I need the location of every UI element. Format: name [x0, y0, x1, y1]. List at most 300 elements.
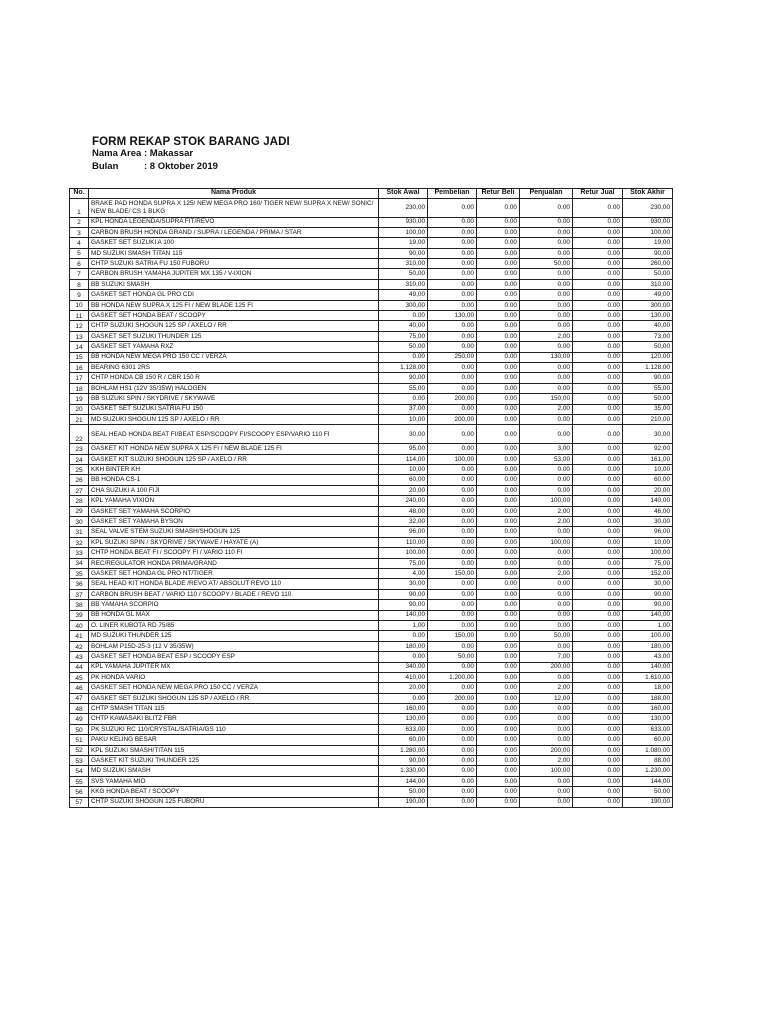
cell-pembelian: 0.00 — [428, 662, 477, 672]
cell-stok-awal: 50,00 — [379, 787, 428, 797]
table-row — [70, 704, 673, 714]
cell-pembelian: 0.00 — [428, 610, 477, 620]
table-row — [70, 475, 673, 485]
cell-stok-awal: 300,00 — [379, 300, 428, 310]
cell-no: 12 — [70, 321, 89, 331]
cell-retur-jual: 0.00 — [573, 248, 623, 258]
cell-nama-produk: BEARING 6301 2RS — [89, 362, 379, 372]
cell-retur-jual: 0.00 — [573, 683, 623, 693]
cell-stok-awal: 1.280,00 — [379, 745, 428, 755]
cell-no: 19 — [70, 394, 89, 404]
cell-no: 5 — [70, 248, 89, 258]
cell-pembelian: 100,00 — [428, 454, 477, 464]
cell-retur-jual: 0.00 — [573, 217, 623, 227]
cell-nama-produk: CHTP SMASH TITAN 115 — [89, 704, 379, 714]
cell-stok-akhir: 210,00 — [623, 414, 673, 424]
cell-nama-produk: PK HONDA VARIO — [89, 672, 379, 682]
cell-pembelian: 130,00 — [428, 311, 477, 321]
table-row — [70, 672, 673, 682]
cell-penjualan: 0.00 — [520, 311, 573, 321]
cell-penjualan: 7,00 — [520, 652, 573, 662]
cell-retur-jual: 0.00 — [573, 425, 623, 444]
cell-pembelian: 0.00 — [428, 342, 477, 352]
cell-nama-produk: GASKET SET SUZUKI THUNDER 125 — [89, 331, 379, 341]
cell-retur-beli: 0.00 — [477, 279, 520, 289]
table-row — [70, 496, 673, 506]
cell-nama-produk: BOHLAM HS1 (12V 35/35W) HALOGEN — [89, 383, 379, 393]
cell-no: 11 — [70, 311, 89, 321]
cell-nama-produk: KKG HONDA BEAT / SCOOPY — [89, 787, 379, 797]
table-row — [70, 641, 673, 651]
cell-retur-beli: 0.00 — [477, 652, 520, 662]
cell-penjualan: 0.00 — [520, 475, 573, 485]
cell-penjualan: 0.00 — [520, 735, 573, 745]
cell-no: 26 — [70, 475, 89, 485]
cell-retur-jual: 0.00 — [573, 506, 623, 516]
cell-stok-awal: 10,00 — [379, 414, 428, 424]
cell-penjualan: 2,00 — [520, 331, 573, 341]
cell-nama-produk: MD SUZUKI SMASH TITAN 115 — [89, 248, 379, 258]
cell-penjualan: 0.00 — [520, 362, 573, 372]
cell-retur-jual: 0.00 — [573, 362, 623, 372]
table-row — [70, 444, 673, 454]
cell-penjualan: 0.00 — [520, 548, 573, 558]
cell-penjualan: 0.00 — [520, 227, 573, 237]
cell-penjualan: 0.00 — [520, 238, 573, 248]
table-row — [70, 198, 673, 217]
cell-stok-awal: 930,00 — [379, 217, 428, 227]
table-row — [70, 579, 673, 589]
cell-no: 8 — [70, 279, 89, 289]
cell-nama-produk: PAKU KELING BESAR — [89, 735, 379, 745]
col-header-penjualan: Penjualan — [520, 189, 573, 199]
cell-retur-jual: 0.00 — [573, 465, 623, 475]
cell-stok-akhir: 55,00 — [623, 383, 673, 393]
table-row — [70, 404, 673, 414]
cell-retur-jual: 0.00 — [573, 373, 623, 383]
table-row — [70, 797, 673, 807]
cell-stok-akhir: 90,00 — [623, 589, 673, 599]
cell-retur-beli: 0.00 — [477, 527, 520, 537]
cell-pembelian: 0.00 — [428, 704, 477, 714]
cell-penjualan: 2,00 — [520, 756, 573, 766]
table-row — [70, 269, 673, 279]
cell-pembelian: 0.00 — [428, 517, 477, 527]
cell-retur-beli: 0.00 — [477, 610, 520, 620]
cell-penjualan: 0.00 — [520, 290, 573, 300]
cell-stok-awal: 75,00 — [379, 558, 428, 568]
cell-stok-awal: 0.00 — [379, 352, 428, 362]
cell-penjualan: 0.00 — [520, 425, 573, 444]
cell-nama-produk: MD SUZUKI THUNDER 125 — [89, 631, 379, 641]
cell-penjualan: 0.00 — [520, 600, 573, 610]
cell-stok-akhir: 120,00 — [623, 352, 673, 362]
cell-retur-jual: 0.00 — [573, 735, 623, 745]
cell-nama-produk: CHTP SUZUKI SHOGUN 125 SP / AXELO / RR — [89, 321, 379, 331]
cell-penjualan: 0.00 — [520, 383, 573, 393]
cell-retur-jual: 0.00 — [573, 714, 623, 724]
cell-stok-akhir: 130,00 — [623, 311, 673, 321]
cell-nama-produk: GASKET SET SUZUKI SHOGUN 125 SP / AXELO / RR — [89, 693, 379, 703]
cell-no: 56 — [70, 787, 89, 797]
cell-penjualan: 0.00 — [520, 714, 573, 724]
cell-nama-produk: BB HONDA NEW MEGA PRO 150 CC / VERZA — [89, 352, 379, 362]
cell-retur-jual: 0.00 — [573, 527, 623, 537]
cell-nama-produk: CHTP HONDA CB 150 R / CBR 150 R — [89, 373, 379, 383]
cell-retur-jual: 0.00 — [573, 300, 623, 310]
cell-nama-produk: GASKET SET HONDA GL PRO CDI — [89, 290, 379, 300]
table-row — [70, 217, 673, 227]
cell-penjualan: 100,00 — [520, 537, 573, 547]
area-value: : Makassar — [144, 148, 194, 159]
cell-retur-jual: 0.00 — [573, 331, 623, 341]
cell-penjualan: 0.00 — [520, 610, 573, 620]
cell-stok-akhir: 30,00 — [623, 579, 673, 589]
cell-retur-jual: 0.00 — [573, 352, 623, 362]
table-row — [70, 620, 673, 630]
cell-pembelian: 0.00 — [428, 373, 477, 383]
month-label: Bulan — [92, 160, 119, 172]
cell-stok-akhir: 140,00 — [623, 496, 673, 506]
cell-retur-jual: 0.00 — [573, 631, 623, 641]
cell-pembelian: 0.00 — [428, 620, 477, 630]
cell-penjualan: 0.00 — [520, 373, 573, 383]
cell-stok-awal: 0.00 — [379, 311, 428, 321]
cell-stok-awal: 0.00 — [379, 394, 428, 404]
cell-no: 1 — [70, 198, 89, 217]
cell-stok-awal: 160,00 — [379, 704, 428, 714]
cell-stok-awal: 240,00 — [379, 496, 428, 506]
cell-no: 34 — [70, 558, 89, 568]
cell-retur-beli: 0.00 — [477, 311, 520, 321]
col-header-stok-awal: Stok Awal — [379, 189, 428, 199]
cell-stok-awal: 19,00 — [379, 238, 428, 248]
cell-no: 41 — [70, 631, 89, 641]
cell-stok-akhir: 190,00 — [623, 797, 673, 807]
cell-stok-awal: 410,00 — [379, 672, 428, 682]
cell-retur-beli: 0.00 — [477, 465, 520, 475]
cell-retur-beli: 0.00 — [477, 537, 520, 547]
cell-retur-beli: 0.00 — [477, 662, 520, 672]
cell-retur-jual: 0.00 — [573, 672, 623, 682]
cell-stok-akhir: 73,00 — [623, 331, 673, 341]
cell-stok-awal: 60,00 — [379, 735, 428, 745]
cell-pembelian: 0.00 — [428, 259, 477, 269]
cell-penjualan: 2,00 — [520, 404, 573, 414]
cell-penjualan: 0.00 — [520, 465, 573, 475]
cell-nama-produk: GASKET SET HONDA NEW MEGA PRO 150 CC / VERZA — [89, 683, 379, 693]
cell-no: 36 — [70, 579, 89, 589]
cell-stok-awal: 60,00 — [379, 475, 428, 485]
form-title: FORM REKAP STOK BARANG JADI — [92, 136, 290, 148]
table-row — [70, 279, 673, 289]
cell-stok-awal: 49,00 — [379, 290, 428, 300]
cell-retur-beli: 0.00 — [477, 248, 520, 258]
cell-pembelian: 0.00 — [428, 383, 477, 393]
cell-retur-beli: 0.00 — [477, 227, 520, 237]
table-row — [70, 331, 673, 341]
table-row — [70, 558, 673, 568]
table-row — [70, 300, 673, 310]
table-row — [70, 548, 673, 558]
cell-retur-jual: 0.00 — [573, 444, 623, 454]
cell-nama-produk: CHTP SUZUKI SHOGUN 125 FUBORU — [89, 797, 379, 807]
cell-retur-beli: 0.00 — [477, 290, 520, 300]
table-row — [70, 714, 673, 724]
table-row — [70, 465, 673, 475]
cell-stok-akhir: 35,00 — [623, 404, 673, 414]
cell-stok-akhir: 100,00 — [623, 631, 673, 641]
cell-stok-akhir: 1.080,00 — [623, 745, 673, 755]
cell-pembelian: 0.00 — [428, 248, 477, 258]
cell-no: 54 — [70, 766, 89, 776]
cell-retur-beli: 0.00 — [477, 589, 520, 599]
col-header-nama-produk: Nama Produk — [89, 189, 379, 199]
cell-penjualan: 0.00 — [520, 579, 573, 589]
cell-nama-produk: MD SUZUKI SHOGUN 125 SP / AXELO / RR — [89, 414, 379, 424]
cell-no: 17 — [70, 373, 89, 383]
cell-no: 21 — [70, 414, 89, 424]
cell-retur-jual: 0.00 — [573, 787, 623, 797]
cell-nama-produk: GASKET KIT SUZUKI THUNDER 125 — [89, 756, 379, 766]
cell-no: 37 — [70, 589, 89, 599]
table-row — [70, 589, 673, 599]
cell-retur-beli: 0.00 — [477, 238, 520, 248]
cell-penjualan: 0.00 — [520, 787, 573, 797]
cell-stok-akhir: 50,00 — [623, 394, 673, 404]
cell-nama-produk: CHTP KAWASAKI BLITZ FBR — [89, 714, 379, 724]
cell-stok-akhir: 30,00 — [623, 425, 673, 444]
cell-no: 15 — [70, 352, 89, 362]
table-row — [70, 735, 673, 745]
cell-retur-jual: 0.00 — [573, 404, 623, 414]
cell-penjualan: 100,00 — [520, 766, 573, 776]
cell-retur-beli: 0.00 — [477, 672, 520, 682]
area-line — [92, 148, 290, 161]
cell-stok-awal: 90,00 — [379, 373, 428, 383]
cell-pembelian: 0.00 — [428, 465, 477, 475]
cell-stok-awal: 30,00 — [379, 425, 428, 444]
cell-stok-akhir: 1.230,00 — [623, 766, 673, 776]
cell-stok-akhir: 43,00 — [623, 652, 673, 662]
cell-no: 52 — [70, 745, 89, 755]
cell-no: 50 — [70, 724, 89, 734]
cell-stok-akhir: 90,00 — [623, 248, 673, 258]
table-row — [70, 373, 673, 383]
cell-pembelian: 0.00 — [428, 300, 477, 310]
cell-stok-akhir: 1.610,00 — [623, 672, 673, 682]
cell-pembelian: 0.00 — [428, 683, 477, 693]
table-row — [70, 454, 673, 464]
cell-nama-produk: MD SUZUKI SMASH — [89, 766, 379, 776]
cell-nama-produk: CARBON BRUSH BEAT / VARIO 110 / SCOOPY / BLADE / REVO 110 — [89, 589, 379, 599]
cell-stok-awal: 0.00 — [379, 631, 428, 641]
cell-nama-produk: KKH BINTER KH — [89, 465, 379, 475]
cell-stok-awal: 1,00 — [379, 620, 428, 630]
cell-penjualan: 0.00 — [520, 300, 573, 310]
table-row — [70, 259, 673, 269]
cell-no: 7 — [70, 269, 89, 279]
cell-stok-akhir: 92,00 — [623, 444, 673, 454]
cell-retur-beli: 0.00 — [477, 683, 520, 693]
cell-nama-produk: SEAL HEAD KIT HONDA BLADE /REVO AT/ ABSOLUT REVO 110 — [89, 579, 379, 589]
cell-no: 57 — [70, 797, 89, 807]
cell-penjualan: 53,00 — [520, 454, 573, 464]
cell-retur-beli: 0.00 — [477, 198, 520, 217]
table-row — [70, 362, 673, 372]
cell-stok-akhir: 633,00 — [623, 724, 673, 734]
cell-retur-jual: 0.00 — [573, 548, 623, 558]
table-row — [70, 383, 673, 393]
cell-pembelian: 0.00 — [428, 227, 477, 237]
cell-no: 29 — [70, 506, 89, 516]
cell-stok-akhir: 18,00 — [623, 683, 673, 693]
cell-retur-jual: 0.00 — [573, 279, 623, 289]
cell-nama-produk: GASKET SET HONDA GL PRO NT/TIGER — [89, 569, 379, 579]
cell-stok-akhir: 20,00 — [623, 485, 673, 495]
cell-retur-jual: 0.00 — [573, 496, 623, 506]
cell-stok-akhir: 180,00 — [623, 641, 673, 651]
cell-no: 31 — [70, 527, 89, 537]
cell-retur-beli: 0.00 — [477, 269, 520, 279]
cell-pembelian: 0.00 — [428, 548, 477, 558]
cell-retur-beli: 0.00 — [477, 766, 520, 776]
month-line — [92, 161, 290, 174]
cell-nama-produk: GASKET SET YAMAHA SCORPIO — [89, 506, 379, 516]
cell-pembelian: 0.00 — [428, 641, 477, 651]
cell-no: 51 — [70, 735, 89, 745]
cell-penjualan: 0.00 — [520, 641, 573, 651]
cell-no: 33 — [70, 548, 89, 558]
cell-retur-beli: 0.00 — [477, 373, 520, 383]
cell-no: 44 — [70, 662, 89, 672]
cell-penjualan: 130,00 — [520, 352, 573, 362]
cell-no: 39 — [70, 610, 89, 620]
cell-pembelian: 150,00 — [428, 569, 477, 579]
cell-no: 13 — [70, 331, 89, 341]
cell-stok-awal: 50,00 — [379, 269, 428, 279]
cell-no: 49 — [70, 714, 89, 724]
cell-stok-awal: 90,00 — [379, 756, 428, 766]
cell-stok-akhir: 144,00 — [623, 776, 673, 786]
cell-pembelian: 1.200,00 — [428, 672, 477, 682]
cell-stok-awal: 4,00 — [379, 569, 428, 579]
cell-retur-beli: 0.00 — [477, 300, 520, 310]
cell-penjualan: 2,00 — [520, 683, 573, 693]
cell-stok-awal: 0.00 — [379, 652, 428, 662]
cell-penjualan: 0.00 — [520, 527, 573, 537]
cell-pembelian: 0.00 — [428, 537, 477, 547]
table-row — [70, 527, 673, 537]
cell-retur-beli: 0.00 — [477, 342, 520, 352]
cell-stok-akhir: 152,00 — [623, 569, 673, 579]
cell-stok-awal: 144,00 — [379, 776, 428, 786]
cell-nama-produk: KPL YAMAHA JUPITER MX — [89, 662, 379, 672]
cell-penjualan: 2,00 — [520, 517, 573, 527]
cell-stok-akhir: 88,00 — [623, 756, 673, 766]
cell-no: 48 — [70, 704, 89, 714]
cell-retur-jual: 0.00 — [573, 311, 623, 321]
cell-stok-akhir: 10,00 — [623, 465, 673, 475]
cell-no: 47 — [70, 693, 89, 703]
cell-stok-awal: 1.330,00 — [379, 766, 428, 776]
cell-retur-jual: 0.00 — [573, 269, 623, 279]
cell-stok-awal: 90,00 — [379, 248, 428, 258]
cell-pembelian: 0.00 — [428, 279, 477, 289]
cell-nama-produk: BB SUZUKI SMASH — [89, 279, 379, 289]
cell-retur-beli: 0.00 — [477, 569, 520, 579]
cell-penjualan: 200,00 — [520, 662, 573, 672]
cell-nama-produk: REC/REGULATOR HONDA PRIMA/GRAND — [89, 558, 379, 568]
cell-nama-produk: CARBON BRUSH HONDA GRAND / SUPRA / LEGENDA / PRIMA / STAR — [89, 227, 379, 237]
table-row — [70, 321, 673, 331]
table-header-row — [70, 189, 673, 199]
cell-pembelian: 0.00 — [428, 425, 477, 444]
table-row — [70, 537, 673, 547]
cell-retur-jual: 0.00 — [573, 704, 623, 714]
cell-stok-awal: 230,00 — [379, 198, 428, 217]
cell-pembelian: 200,00 — [428, 394, 477, 404]
cell-no: 45 — [70, 672, 89, 682]
cell-stok-akhir: 60,00 — [623, 475, 673, 485]
cell-stok-akhir: 1,00 — [623, 620, 673, 630]
cell-nama-produk: BB HONDA NEW SUPRA X 125 FI / NEW BLADE 125 FI — [89, 300, 379, 310]
cell-pembelian: 0.00 — [428, 404, 477, 414]
cell-nama-produk: SEAL VALVE STEM SUZUKI SMASH/SHOGUN 125 — [89, 527, 379, 537]
table-row — [70, 227, 673, 237]
table-row — [70, 342, 673, 352]
cell-retur-beli: 0.00 — [477, 641, 520, 651]
cell-stok-awal: 140,00 — [379, 610, 428, 620]
cell-pembelian: 0.00 — [428, 496, 477, 506]
cell-pembelian: 0.00 — [428, 600, 477, 610]
cell-penjualan: 100,00 — [520, 496, 573, 506]
cell-retur-beli: 0.00 — [477, 444, 520, 454]
cell-no: 35 — [70, 569, 89, 579]
cell-nama-produk: KPL SUZUKI SMASH/TITAN 115 — [89, 745, 379, 755]
cell-nama-produk: CHTP HONDA BEAT FI / SCOOPY FI / VARIO 110 FI — [89, 548, 379, 558]
cell-retur-beli: 0.00 — [477, 724, 520, 734]
table-row — [70, 693, 673, 703]
cell-pembelian: 0.00 — [428, 724, 477, 734]
cell-penjualan: 50,00 — [520, 631, 573, 641]
cell-stok-awal: 90,00 — [379, 589, 428, 599]
cell-penjualan: 0.00 — [520, 724, 573, 734]
cell-retur-beli: 0.00 — [477, 454, 520, 464]
cell-retur-beli: 0.00 — [477, 776, 520, 786]
cell-no: 53 — [70, 756, 89, 766]
cell-pembelian: 0.00 — [428, 745, 477, 755]
table-row — [70, 787, 673, 797]
cell-retur-beli: 0.00 — [477, 383, 520, 393]
cell-nama-produk: GASKET SET YAMAHA RXZ — [89, 342, 379, 352]
col-header-stok-akhir: Stok Akhir — [623, 189, 673, 199]
cell-retur-jual: 0.00 — [573, 394, 623, 404]
cell-no: 16 — [70, 362, 89, 372]
cell-stok-awal: 96,00 — [379, 527, 428, 537]
cell-stok-awal: 10,00 — [379, 465, 428, 475]
cell-pembelian: 0.00 — [428, 776, 477, 786]
cell-nama-produk: KPL SUZUKI SPIN / SKYDRIVE / SKYWAVE / HAYATE (A) — [89, 537, 379, 547]
table-row — [70, 631, 673, 641]
cell-stok-akhir: 96,00 — [623, 527, 673, 537]
cell-retur-jual: 0.00 — [573, 414, 623, 424]
cell-retur-beli: 0.00 — [477, 217, 520, 227]
cell-retur-beli: 0.00 — [477, 394, 520, 404]
cell-pembelian: 200,00 — [428, 414, 477, 424]
cell-stok-awal: 100,00 — [379, 548, 428, 558]
cell-retur-jual: 0.00 — [573, 198, 623, 217]
